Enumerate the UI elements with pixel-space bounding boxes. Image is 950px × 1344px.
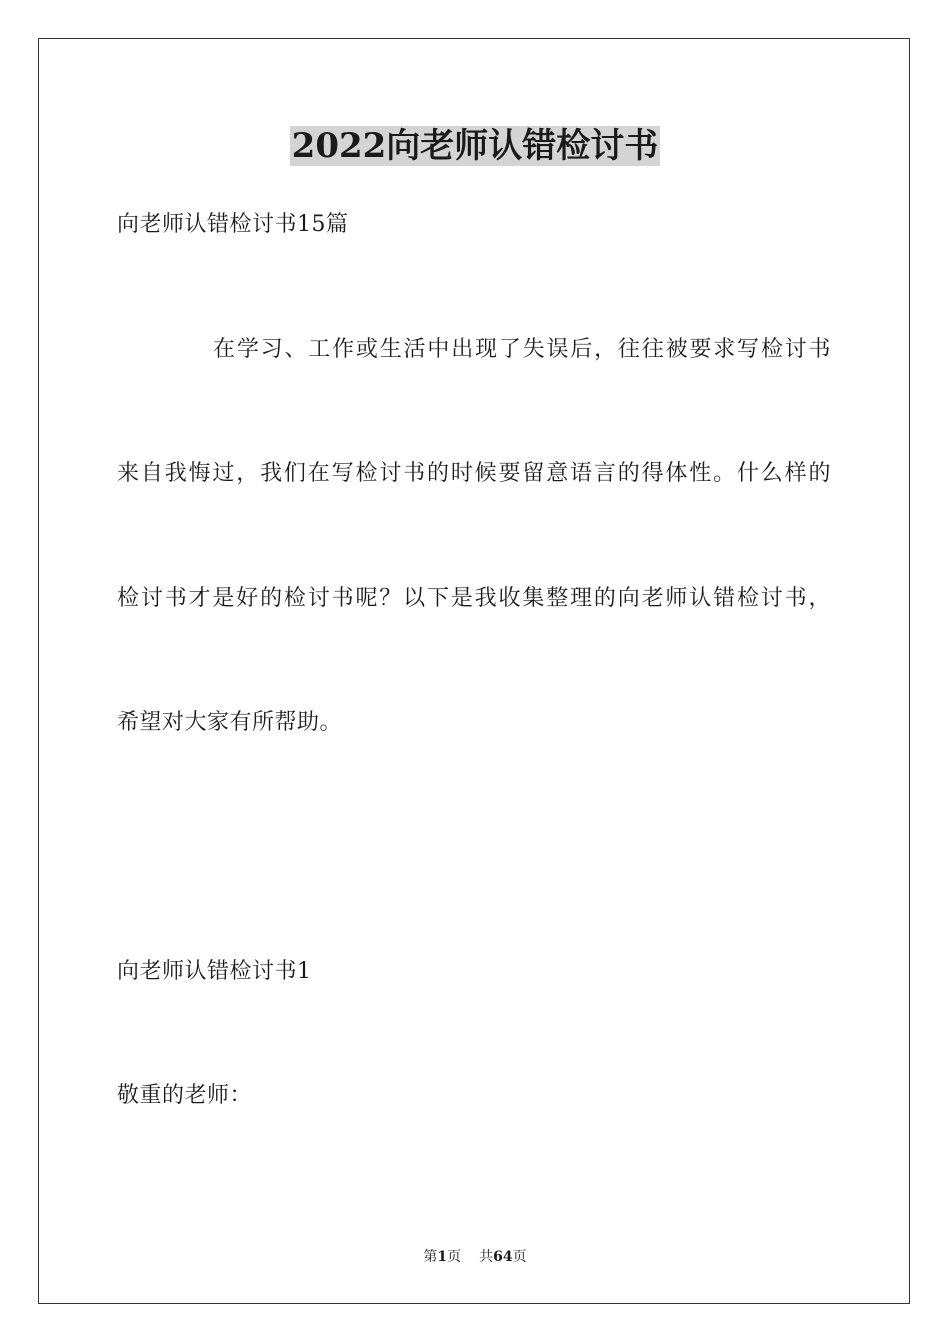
intro-line-4: 希望对大家有所帮助。 — [117, 710, 343, 735]
document-title-text: 2022向老师认错检讨书 — [291, 126, 659, 166]
intro-line-1: 在学习、工作或生活中出现了失误后，往往被要求写检讨书 — [213, 337, 831, 362]
footer-page-word: 页 — [447, 1249, 462, 1265]
document-subtitle: 向老师认错检讨书15篇 — [117, 212, 349, 237]
footer-current-page: 1 — [437, 1249, 448, 1265]
page-footer — [0, 1247, 950, 1267]
footer-prefix: 第 — [423, 1249, 438, 1265]
document-title — [0, 124, 950, 168]
intro-line-2: 来自我悔过，我们在写检讨书的时候要留意语言的得体性。什么样的 — [117, 461, 831, 486]
salutation: 敬重的老师： — [117, 1083, 253, 1108]
footer-total-suffix: 页 — [512, 1249, 527, 1265]
intro-line-3: 检讨书才是好的检讨书呢？以下是我收集整理的向老师认错检讨书， — [117, 586, 831, 611]
footer-total-pages: 64 — [493, 1249, 513, 1265]
section-heading: 向老师认错检讨书1 — [117, 959, 312, 984]
footer-total-prefix: 共 — [479, 1249, 494, 1265]
